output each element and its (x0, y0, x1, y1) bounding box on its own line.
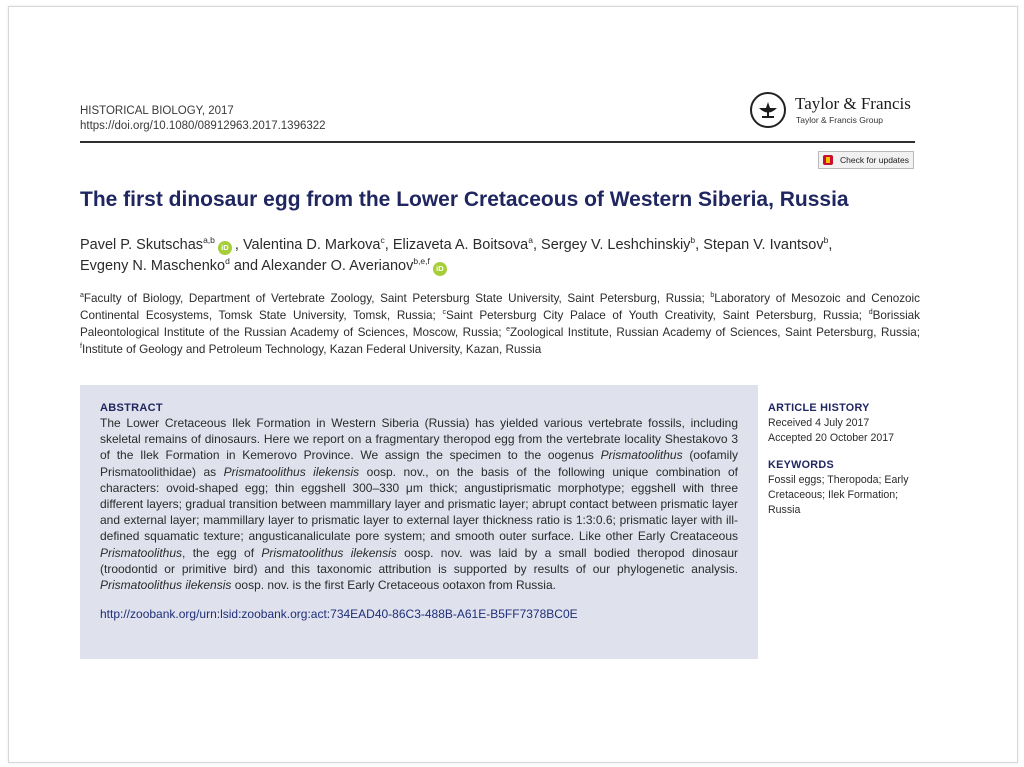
affiliation-text: Institute of Geology and Petroleum Technology, Kazan Federal University, Kazan, Russia (81, 343, 542, 356)
author-name[interactable]: Evgeny N. Maschenko (80, 258, 226, 274)
separator: , (532, 237, 542, 253)
abstract-segment: (oofamily Prismatoolithidae) as (100, 448, 738, 479)
author-affiliation-sup: a,b (203, 235, 215, 245)
author-affiliation-sup: a (528, 235, 533, 245)
affiliation-sup: e (506, 326, 511, 333)
separator: , (828, 237, 833, 253)
article-history-heading: ARTICLE HISTORY (768, 402, 870, 414)
author-name[interactable]: Stepan V. Ivantsov (703, 237, 824, 253)
abstract-taxon: Prismatoolithus (600, 448, 683, 463)
abstract-text (100, 415, 738, 593)
author-affiliation-sup: d (225, 256, 230, 266)
check-updates-button[interactable] (818, 151, 914, 169)
abstract-segment: The Lower Cretaceous Ilek Formation in Western Siberia (Russia) has yielded various vertebrate fossils, including skeletal remains of dinosaurs. Here we report on a fragmentary theropod egg from the vertebrate locality Shestakovo 3 of the Ilek Formation in Kemerovo Province. We assign the specimen to the oogenus (100, 416, 738, 463)
lamp-icon (750, 92, 786, 128)
affiliation-sup: b (710, 292, 715, 299)
abstract-segment: oosp. nov. is the first Early Cretaceous ootaxon from Russia. (231, 578, 556, 593)
affiliation-text: Laboratory of Mesozoic and Cenozoic Continental Ecosystems, Tomsk State University, Tomsk, Russia; (80, 292, 920, 322)
separator: , (234, 237, 243, 253)
affiliation-sup: a (80, 292, 84, 299)
author-name[interactable]: Sergey V. Leshchinskiy (541, 237, 691, 253)
publisher-subtitle: Taylor & Francis Group (796, 115, 883, 125)
publisher-name: Taylor & Francis (795, 94, 911, 113)
affiliation-text: Faculty of Biology, Department of Vertebrate Zoology, Saint Petersburg State University, Saint Petersburg, Russia; (83, 292, 711, 305)
keywords-heading: KEYWORDS (768, 459, 834, 471)
crossmark-icon (823, 155, 833, 165)
separator: , (695, 237, 704, 253)
abstract-segment: , the egg of (182, 545, 262, 560)
header-rule (80, 141, 915, 143)
abstract-box (80, 385, 758, 659)
author-affiliation-sup: c (380, 235, 385, 245)
check-updates-label: Check for updates (840, 155, 909, 165)
orcid-icon[interactable]: iD (433, 262, 447, 276)
author-name[interactable]: Pavel P. Skutschas (80, 237, 204, 253)
doi-link[interactable]: https://doi.org/10.1080/08912963.2017.1396322 (80, 120, 326, 132)
affiliation-sup: c (442, 309, 446, 316)
affiliation-text: Saint Petersburg City Palace of Youth Creativity, Saint Petersburg, Russia; (446, 309, 869, 322)
publisher-logo (750, 91, 920, 135)
abstract-segment: oosp. nov., on the basis of the following unique combination of characters: ovoid-shaped egg; thin eggshell 300–330 μm thick; angustiprismatic morphotype; eggshell with three different layers; gradual transition between mammillary layer and prismatic layer; abrupt contact between prismatic layer and external layer; mammillary layer to prismatic layer to external layer thickness ratio is 1:3:0.6; prismatic layer with ill-defined squamatic texture; angusticanaliculate pore system; and smooth outer surface. Like other Early Creataceous (100, 464, 739, 544)
accepted-date: Accepted 20 October 2017 (768, 432, 895, 444)
abstract-taxon: Prismatoolithus ilekensis (100, 578, 232, 593)
article-title: The first dinosaur egg from the Lower Cretaceous of Western Siberia, Russia (80, 188, 849, 211)
separator: and (229, 258, 262, 274)
article-info-sidebar (768, 401, 918, 518)
abstract-segment: oosp. nov. was laid by a small bodied theropod dinosaur (troodontid or primitive bird) and this taxonomic attribution is supported by results of our phylogenetic analysis. (100, 545, 739, 576)
affiliations (80, 290, 920, 358)
affiliation-text: Borissiak Paleontological Institute of the Russian Academy of Sciences, Moscow, Russia; (80, 309, 921, 339)
separator: , (384, 237, 393, 253)
affiliation-sup: d (868, 309, 873, 316)
zoobank-link[interactable]: http://zoobank.org/urn:lsid:zoobank.org:act:734EAD40-86C3-488B-A61E-B5FF7378BC0E (100, 607, 578, 622)
received-date: Received 4 July 2017 (768, 417, 870, 429)
author-affiliation-sup: b,e,f (413, 256, 430, 266)
author-name[interactable]: Valentina D. Markova (242, 237, 381, 253)
abstract-taxon: Prismatoolithus ilekensis (223, 464, 360, 479)
author-affiliation-sup: b (823, 235, 829, 245)
abstract-heading: ABSTRACT (100, 402, 163, 414)
author-list (80, 235, 930, 277)
author-affiliation-sup: b (690, 235, 696, 245)
orcid-icon[interactable]: iD (218, 241, 232, 255)
journal-name: HISTORICAL BIOLOGY, 2017 (80, 105, 234, 117)
author-name[interactable]: Alexander O. Averianov (261, 258, 414, 274)
journal-header (80, 104, 326, 134)
affiliation-text: Zoological Institute, Russian Academy of Sciences, Saint Petersburg, Russia; (510, 326, 921, 339)
keywords-text: Fossil eggs; Theropoda; Early Cretaceous; Ilek Formation; Russia (768, 474, 909, 516)
abstract-taxon: Prismatoolithus ilekensis (261, 545, 397, 560)
affiliation-sup: f (80, 343, 82, 350)
author-name[interactable]: Elizaveta A. Boitsova (392, 237, 529, 253)
abstract-taxon: Prismatoolithus (100, 545, 183, 560)
